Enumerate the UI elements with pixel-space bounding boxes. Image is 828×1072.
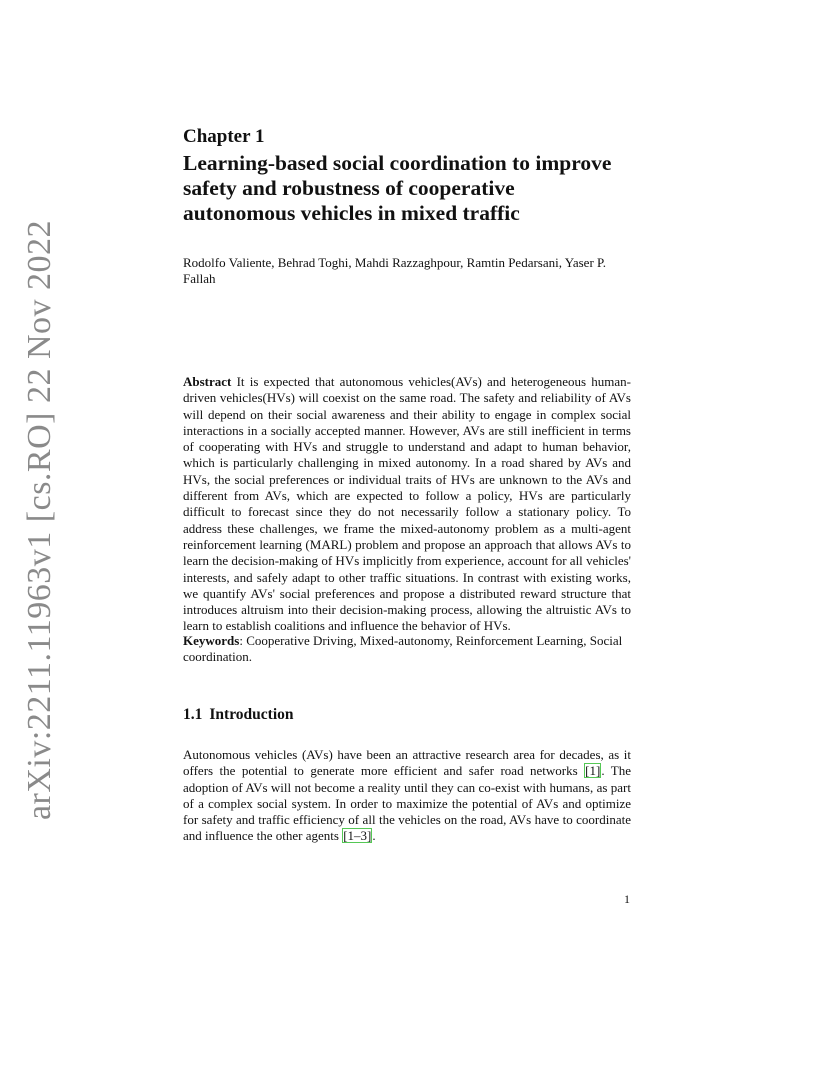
citation-link[interactable]: [1–3]	[343, 828, 372, 844]
section-title: Introduction	[209, 706, 294, 723]
section-heading	[183, 706, 631, 724]
section-number: 1.1	[183, 706, 203, 723]
intro-text-part1: Autonomous vehicles (AVs) have been an attractive research area for decades, as it offers the potential to generate more efficient and safer road networks	[183, 747, 631, 779]
abstract-text: It is expected that autonomous vehicles(AVs) and heterogeneous human-driven vehicles(HVs) will coexist on the same road. The safety and reliability of AVs will depend on their social awareness and their ability to engage in complex social interactions in a socially accepted manner. However, AVs are still inefficient in terms of cooperating with HVs and struggle to understand and adapt to human behavior, which is particularly challenging in mixed autonomy. In a road shared by AVs and HVs, the social preferences or individual traits of HVs are unknown to the AVs and different from AVs, which are expected to follow a policy, HVs are particularly difficult to forecast since they do not necessarily follow a stationary policy. To address these challenges, we frame the mixed-autonomy problem as a multi-agent reinforcement learning (MARL) problem and propose an approach that allows AVs to learn the decision-making of HVs implicitly from experience, account for all vehicles' interests, and safely adapt to other traffic situations. In contrast with existing works, we quantify AVs' social preferences and propose a distributed reward structure that introduces altruism into their decision-making process, allowing the altruistic AVs to learn to establish coalitions and influence the behavior of HVs.	[183, 374, 631, 634]
chapter-label: Chapter 1	[183, 126, 265, 147]
keywords-label: Keywords	[183, 633, 240, 648]
intro-text-part3: .	[372, 828, 376, 844]
chapter-title: Learning-based social coordination to improve safety and robustness of cooperative autonomous vehicles in mixed traffic	[183, 151, 612, 225]
intro-paragraph	[183, 747, 631, 845]
abstract-label: Abstract	[183, 374, 232, 389]
page-number: 1	[624, 892, 630, 906]
arxiv-identifier-stamp: arXiv:2211.11963v1 [cs.RO] 22 Nov 2022	[21, 219, 58, 821]
citation-link[interactable]: [1]	[585, 763, 601, 779]
keywords-paragraph	[183, 633, 631, 666]
keywords-text: : Cooperative Driving, Mixed-autonomy, Reinforcement Learning, Social coordination.	[183, 633, 623, 665]
abstract-paragraph	[183, 374, 631, 635]
intro-text-part2: . The adoption of AVs will not become a reality until they can co-exist with humans, as part of a complex social system. In order to maximize the potential of AVs and optimize for safety and traffic efficiency of all the vehicles on the road, AVs have to coordinate and influence the other agents	[183, 763, 631, 844]
author-list: Rodolfo Valiente, Behrad Toghi, Mahdi Razzaghpour, Ramtin Pedarsani, Yaser P. Fallah	[183, 255, 607, 287]
